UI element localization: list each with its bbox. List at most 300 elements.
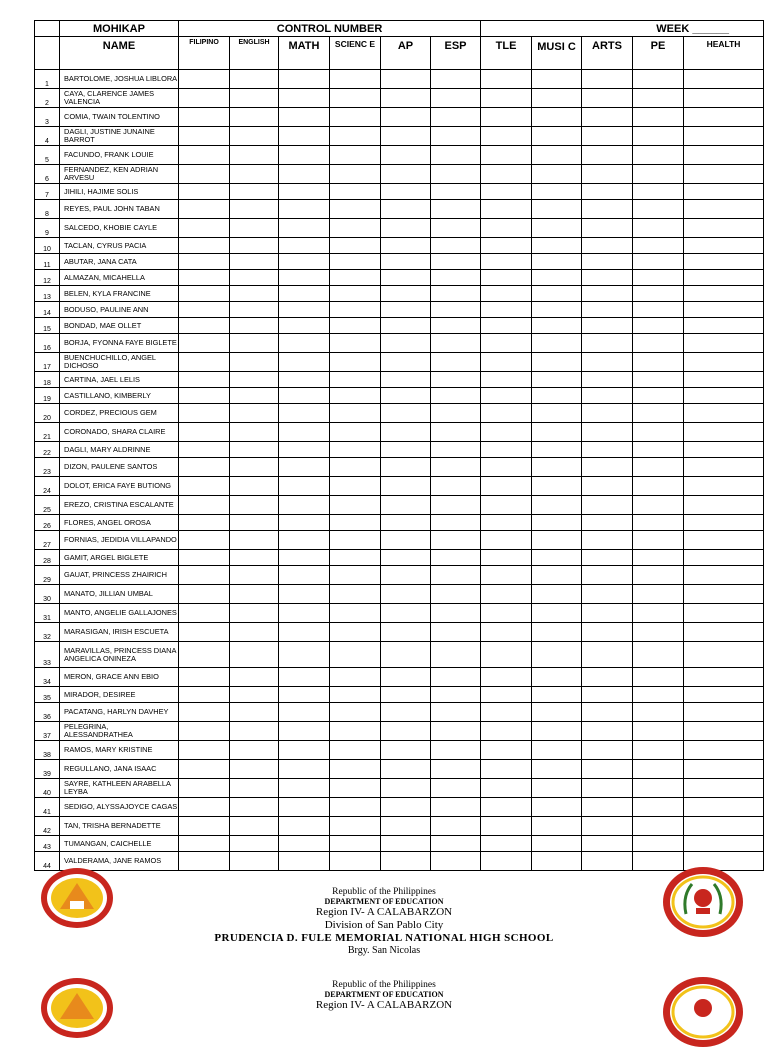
grade-cell[interactable] — [431, 318, 481, 334]
grade-cell[interactable] — [230, 531, 279, 550]
grade-cell[interactable] — [179, 703, 230, 722]
grade-cell[interactable] — [481, 334, 532, 353]
grade-cell[interactable] — [532, 254, 582, 270]
grade-cell[interactable] — [431, 70, 481, 89]
grade-cell[interactable] — [582, 89, 633, 108]
grade-cell[interactable] — [582, 127, 633, 146]
grade-cell[interactable] — [532, 668, 582, 687]
grade-cell[interactable] — [431, 531, 481, 550]
grade-cell[interactable] — [230, 127, 279, 146]
grade-cell[interactable] — [582, 779, 633, 798]
grade-cell[interactable] — [582, 703, 633, 722]
grade-cell[interactable] — [230, 89, 279, 108]
grade-cell[interactable] — [230, 238, 279, 254]
grade-cell[interactable] — [684, 642, 764, 668]
grade-cell[interactable] — [684, 798, 764, 817]
grade-cell[interactable] — [230, 108, 279, 127]
grade-cell[interactable] — [279, 165, 330, 184]
grade-cell[interactable] — [381, 515, 431, 531]
grade-cell[interactable] — [481, 623, 532, 642]
grade-cell[interactable] — [532, 404, 582, 423]
grade-cell[interactable] — [381, 741, 431, 760]
grade-cell[interactable] — [381, 836, 431, 852]
grade-cell[interactable] — [330, 423, 381, 442]
grade-cell[interactable] — [582, 184, 633, 200]
grade-cell[interactable] — [179, 477, 230, 496]
grade-cell[interactable] — [179, 165, 230, 184]
grade-cell[interactable] — [330, 219, 381, 238]
grade-cell[interactable] — [381, 585, 431, 604]
grade-cell[interactable] — [633, 165, 684, 184]
grade-cell[interactable] — [684, 668, 764, 687]
grade-cell[interactable] — [179, 334, 230, 353]
grade-cell[interactable] — [481, 318, 532, 334]
grade-cell[interactable] — [582, 836, 633, 852]
grade-cell[interactable] — [532, 515, 582, 531]
grade-cell[interactable] — [230, 515, 279, 531]
grade-cell[interactable] — [431, 442, 481, 458]
grade-cell[interactable] — [431, 238, 481, 254]
grade-cell[interactable] — [381, 388, 431, 404]
grade-cell[interactable] — [633, 458, 684, 477]
grade-cell[interactable] — [633, 200, 684, 219]
grade-cell[interactable] — [381, 238, 431, 254]
grade-cell[interactable] — [279, 200, 330, 219]
grade-cell[interactable] — [532, 798, 582, 817]
grade-cell[interactable] — [230, 302, 279, 318]
grade-cell[interactable] — [633, 760, 684, 779]
grade-cell[interactable] — [582, 496, 633, 515]
grade-cell[interactable] — [230, 318, 279, 334]
grade-cell[interactable] — [582, 760, 633, 779]
grade-cell[interactable] — [179, 286, 230, 302]
grade-cell[interactable] — [532, 200, 582, 219]
grade-cell[interactable] — [230, 372, 279, 388]
grade-cell[interactable] — [381, 550, 431, 566]
grade-cell[interactable] — [179, 70, 230, 89]
grade-cell[interactable] — [633, 372, 684, 388]
grade-cell[interactable] — [330, 270, 381, 286]
grade-cell[interactable] — [532, 852, 582, 871]
grade-cell[interactable] — [481, 254, 532, 270]
grade-cell[interactable] — [179, 372, 230, 388]
grade-cell[interactable] — [279, 372, 330, 388]
grade-cell[interactable] — [279, 184, 330, 200]
grade-cell[interactable] — [431, 585, 481, 604]
grade-cell[interactable] — [431, 477, 481, 496]
grade-cell[interactable] — [279, 254, 330, 270]
grade-cell[interactable] — [381, 668, 431, 687]
grade-cell[interactable] — [279, 817, 330, 836]
grade-cell[interactable] — [179, 642, 230, 668]
grade-cell[interactable] — [230, 442, 279, 458]
grade-cell[interactable] — [279, 318, 330, 334]
grade-cell[interactable] — [582, 687, 633, 703]
grade-cell[interactable] — [330, 70, 381, 89]
grade-cell[interactable] — [481, 496, 532, 515]
grade-cell[interactable] — [330, 836, 381, 852]
grade-cell[interactable] — [633, 779, 684, 798]
grade-cell[interactable] — [230, 388, 279, 404]
grade-cell[interactable] — [684, 550, 764, 566]
grade-cell[interactable] — [481, 741, 532, 760]
grade-cell[interactable] — [684, 404, 764, 423]
grade-cell[interactable] — [179, 388, 230, 404]
grade-cell[interactable] — [633, 703, 684, 722]
grade-cell[interactable] — [230, 687, 279, 703]
grade-cell[interactable] — [431, 817, 481, 836]
grade-cell[interactable] — [481, 200, 532, 219]
grade-cell[interactable] — [684, 127, 764, 146]
grade-cell[interactable] — [481, 836, 532, 852]
grade-cell[interactable] — [431, 184, 481, 200]
grade-cell[interactable] — [532, 318, 582, 334]
grade-cell[interactable] — [431, 89, 481, 108]
grade-cell[interactable] — [431, 372, 481, 388]
grade-cell[interactable] — [230, 836, 279, 852]
grade-cell[interactable] — [633, 668, 684, 687]
grade-cell[interactable] — [381, 318, 431, 334]
grade-cell[interactable] — [582, 668, 633, 687]
grade-cell[interactable] — [481, 302, 532, 318]
grade-cell[interactable] — [582, 642, 633, 668]
grade-cell[interactable] — [481, 703, 532, 722]
grade-cell[interactable] — [532, 334, 582, 353]
grade-cell[interactable] — [481, 286, 532, 302]
grade-cell[interactable] — [532, 477, 582, 496]
grade-cell[interactable] — [279, 741, 330, 760]
grade-cell[interactable] — [431, 108, 481, 127]
grade-cell[interactable] — [179, 817, 230, 836]
grade-cell[interactable] — [381, 404, 431, 423]
grade-cell[interactable] — [230, 566, 279, 585]
grade-cell[interactable] — [582, 200, 633, 219]
grade-cell[interactable] — [330, 779, 381, 798]
grade-cell[interactable] — [431, 852, 481, 871]
grade-cell[interactable] — [532, 353, 582, 372]
grade-cell[interactable] — [633, 127, 684, 146]
grade-cell[interactable] — [532, 184, 582, 200]
grade-cell[interactable] — [330, 852, 381, 871]
grade-cell[interactable] — [481, 642, 532, 668]
grade-cell[interactable] — [532, 286, 582, 302]
grade-cell[interactable] — [532, 165, 582, 184]
grade-cell[interactable] — [684, 286, 764, 302]
grade-cell[interactable] — [532, 89, 582, 108]
grade-cell[interactable] — [330, 642, 381, 668]
grade-cell[interactable] — [230, 623, 279, 642]
grade-cell[interactable] — [684, 722, 764, 741]
grade-cell[interactable] — [279, 687, 330, 703]
grade-cell[interactable] — [532, 388, 582, 404]
grade-cell[interactable] — [179, 515, 230, 531]
grade-cell[interactable] — [279, 604, 330, 623]
grade-cell[interactable] — [633, 798, 684, 817]
grade-cell[interactable] — [684, 70, 764, 89]
grade-cell[interactable] — [179, 836, 230, 852]
grade-cell[interactable] — [633, 604, 684, 623]
grade-cell[interactable] — [633, 566, 684, 585]
grade-cell[interactable] — [381, 442, 431, 458]
grade-cell[interactable] — [179, 687, 230, 703]
grade-cell[interactable] — [431, 836, 481, 852]
grade-cell[interactable] — [279, 302, 330, 318]
grade-cell[interactable] — [381, 817, 431, 836]
grade-cell[interactable] — [633, 496, 684, 515]
grade-cell[interactable] — [179, 89, 230, 108]
grade-cell[interactable] — [684, 423, 764, 442]
grade-cell[interactable] — [279, 238, 330, 254]
grade-cell[interactable] — [582, 623, 633, 642]
grade-cell[interactable] — [582, 741, 633, 760]
grade-cell[interactable] — [633, 722, 684, 741]
grade-cell[interactable] — [179, 404, 230, 423]
grade-cell[interactable] — [684, 238, 764, 254]
grade-cell[interactable] — [431, 687, 481, 703]
grade-cell[interactable] — [532, 219, 582, 238]
grade-cell[interactable] — [230, 585, 279, 604]
grade-cell[interactable] — [381, 270, 431, 286]
grade-cell[interactable] — [381, 372, 431, 388]
grade-cell[interactable] — [684, 760, 764, 779]
grade-cell[interactable] — [633, 477, 684, 496]
grade-cell[interactable] — [279, 623, 330, 642]
grade-cell[interactable] — [684, 334, 764, 353]
grade-cell[interactable] — [279, 89, 330, 108]
grade-cell[interactable] — [279, 286, 330, 302]
grade-cell[interactable] — [179, 722, 230, 741]
grade-cell[interactable] — [582, 219, 633, 238]
grade-cell[interactable] — [330, 798, 381, 817]
grade-cell[interactable] — [684, 703, 764, 722]
grade-cell[interactable] — [330, 238, 381, 254]
grade-cell[interactable] — [381, 798, 431, 817]
grade-cell[interactable] — [431, 722, 481, 741]
grade-cell[interactable] — [330, 817, 381, 836]
grade-cell[interactable] — [179, 604, 230, 623]
grade-cell[interactable] — [684, 165, 764, 184]
grade-cell[interactable] — [279, 70, 330, 89]
grade-cell[interactable] — [633, 404, 684, 423]
grade-cell[interactable] — [279, 404, 330, 423]
grade-cell[interactable] — [230, 165, 279, 184]
grade-cell[interactable] — [582, 165, 633, 184]
grade-cell[interactable] — [633, 270, 684, 286]
grade-cell[interactable] — [582, 852, 633, 871]
grade-cell[interactable] — [684, 108, 764, 127]
grade-cell[interactable] — [330, 146, 381, 165]
grade-cell[interactable] — [582, 334, 633, 353]
grade-cell[interactable] — [532, 703, 582, 722]
grade-cell[interactable] — [179, 496, 230, 515]
grade-cell[interactable] — [431, 496, 481, 515]
grade-cell[interactable] — [279, 703, 330, 722]
grade-cell[interactable] — [279, 531, 330, 550]
grade-cell[interactable] — [582, 604, 633, 623]
grade-cell[interactable] — [582, 146, 633, 165]
grade-cell[interactable] — [179, 108, 230, 127]
grade-cell[interactable] — [330, 458, 381, 477]
grade-cell[interactable] — [582, 585, 633, 604]
grade-cell[interactable] — [279, 423, 330, 442]
grade-cell[interactable] — [431, 334, 481, 353]
grade-cell[interactable] — [532, 127, 582, 146]
grade-cell[interactable] — [381, 353, 431, 372]
grade-cell[interactable] — [230, 642, 279, 668]
grade-cell[interactable] — [481, 238, 532, 254]
grade-cell[interactable] — [481, 442, 532, 458]
grade-cell[interactable] — [279, 550, 330, 566]
grade-cell[interactable] — [230, 668, 279, 687]
grade-cell[interactable] — [179, 353, 230, 372]
grade-cell[interactable] — [684, 270, 764, 286]
grade-cell[interactable] — [633, 388, 684, 404]
grade-cell[interactable] — [684, 817, 764, 836]
grade-cell[interactable] — [381, 477, 431, 496]
grade-cell[interactable] — [330, 200, 381, 219]
grade-cell[interactable] — [431, 779, 481, 798]
grade-cell[interactable] — [230, 200, 279, 219]
grade-cell[interactable] — [381, 458, 431, 477]
grade-cell[interactable] — [330, 372, 381, 388]
grade-cell[interactable] — [532, 270, 582, 286]
grade-cell[interactable] — [684, 687, 764, 703]
grade-cell[interactable] — [179, 219, 230, 238]
grade-cell[interactable] — [582, 566, 633, 585]
grade-cell[interactable] — [633, 89, 684, 108]
grade-cell[interactable] — [582, 372, 633, 388]
grade-cell[interactable] — [684, 146, 764, 165]
grade-cell[interactable] — [381, 127, 431, 146]
grade-cell[interactable] — [532, 687, 582, 703]
grade-cell[interactable] — [279, 388, 330, 404]
grade-cell[interactable] — [481, 515, 532, 531]
grade-cell[interactable] — [633, 585, 684, 604]
grade-cell[interactable] — [279, 760, 330, 779]
grade-cell[interactable] — [230, 404, 279, 423]
grade-cell[interactable] — [330, 353, 381, 372]
grade-cell[interactable] — [230, 423, 279, 442]
grade-cell[interactable] — [330, 442, 381, 458]
grade-cell[interactable] — [381, 604, 431, 623]
grade-cell[interactable] — [684, 779, 764, 798]
grade-cell[interactable] — [532, 741, 582, 760]
grade-cell[interactable] — [381, 496, 431, 515]
grade-cell[interactable] — [481, 146, 532, 165]
grade-cell[interactable] — [481, 127, 532, 146]
grade-cell[interactable] — [230, 741, 279, 760]
grade-cell[interactable] — [279, 108, 330, 127]
grade-cell[interactable] — [230, 779, 279, 798]
grade-cell[interactable] — [582, 442, 633, 458]
grade-cell[interactable] — [582, 550, 633, 566]
grade-cell[interactable] — [481, 458, 532, 477]
grade-cell[interactable] — [481, 404, 532, 423]
grade-cell[interactable] — [633, 687, 684, 703]
grade-cell[interactable] — [330, 318, 381, 334]
grade-cell[interactable] — [279, 585, 330, 604]
grade-cell[interactable] — [179, 550, 230, 566]
grade-cell[interactable] — [582, 286, 633, 302]
grade-cell[interactable] — [279, 146, 330, 165]
grade-cell[interactable] — [684, 89, 764, 108]
grade-cell[interactable] — [481, 760, 532, 779]
grade-cell[interactable] — [532, 531, 582, 550]
grade-cell[interactable] — [582, 404, 633, 423]
grade-cell[interactable] — [532, 372, 582, 388]
grade-cell[interactable] — [431, 302, 481, 318]
grade-cell[interactable] — [431, 200, 481, 219]
grade-cell[interactable] — [481, 585, 532, 604]
grade-cell[interactable] — [633, 642, 684, 668]
grade-cell[interactable] — [230, 286, 279, 302]
grade-cell[interactable] — [633, 184, 684, 200]
grade-cell[interactable] — [330, 515, 381, 531]
grade-cell[interactable] — [532, 238, 582, 254]
grade-cell[interactable] — [381, 779, 431, 798]
grade-cell[interactable] — [330, 108, 381, 127]
grade-cell[interactable] — [633, 353, 684, 372]
grade-cell[interactable] — [684, 496, 764, 515]
grade-cell[interactable] — [582, 531, 633, 550]
grade-cell[interactable] — [684, 372, 764, 388]
grade-cell[interactable] — [532, 722, 582, 741]
grade-cell[interactable] — [330, 760, 381, 779]
grade-cell[interactable] — [330, 687, 381, 703]
grade-cell[interactable] — [431, 286, 481, 302]
grade-cell[interactable] — [633, 550, 684, 566]
grade-cell[interactable] — [633, 423, 684, 442]
grade-cell[interactable] — [179, 200, 230, 219]
grade-cell[interactable] — [179, 779, 230, 798]
grade-cell[interactable] — [230, 146, 279, 165]
grade-cell[interactable] — [431, 741, 481, 760]
grade-cell[interactable] — [179, 566, 230, 585]
grade-cell[interactable] — [582, 515, 633, 531]
grade-cell[interactable] — [230, 219, 279, 238]
grade-cell[interactable] — [279, 515, 330, 531]
grade-cell[interactable] — [381, 89, 431, 108]
grade-cell[interactable] — [330, 550, 381, 566]
grade-cell[interactable] — [330, 388, 381, 404]
grade-cell[interactable] — [633, 318, 684, 334]
grade-cell[interactable] — [684, 442, 764, 458]
grade-cell[interactable] — [431, 798, 481, 817]
grade-cell[interactable] — [431, 127, 481, 146]
grade-cell[interactable] — [330, 604, 381, 623]
grade-cell[interactable] — [279, 852, 330, 871]
grade-cell[interactable] — [279, 779, 330, 798]
grade-cell[interactable] — [179, 127, 230, 146]
grade-cell[interactable] — [481, 722, 532, 741]
grade-cell[interactable] — [431, 550, 481, 566]
grade-cell[interactable] — [582, 722, 633, 741]
grade-cell[interactable] — [684, 388, 764, 404]
grade-cell[interactable] — [582, 254, 633, 270]
grade-cell[interactable] — [481, 779, 532, 798]
grade-cell[interactable] — [381, 760, 431, 779]
grade-cell[interactable] — [684, 566, 764, 585]
grade-cell[interactable] — [279, 442, 330, 458]
grade-cell[interactable] — [230, 353, 279, 372]
grade-cell[interactable] — [481, 270, 532, 286]
grade-cell[interactable] — [532, 458, 582, 477]
grade-cell[interactable] — [532, 108, 582, 127]
grade-cell[interactable] — [431, 642, 481, 668]
grade-cell[interactable] — [481, 372, 532, 388]
grade-cell[interactable] — [330, 127, 381, 146]
grade-cell[interactable] — [381, 302, 431, 318]
